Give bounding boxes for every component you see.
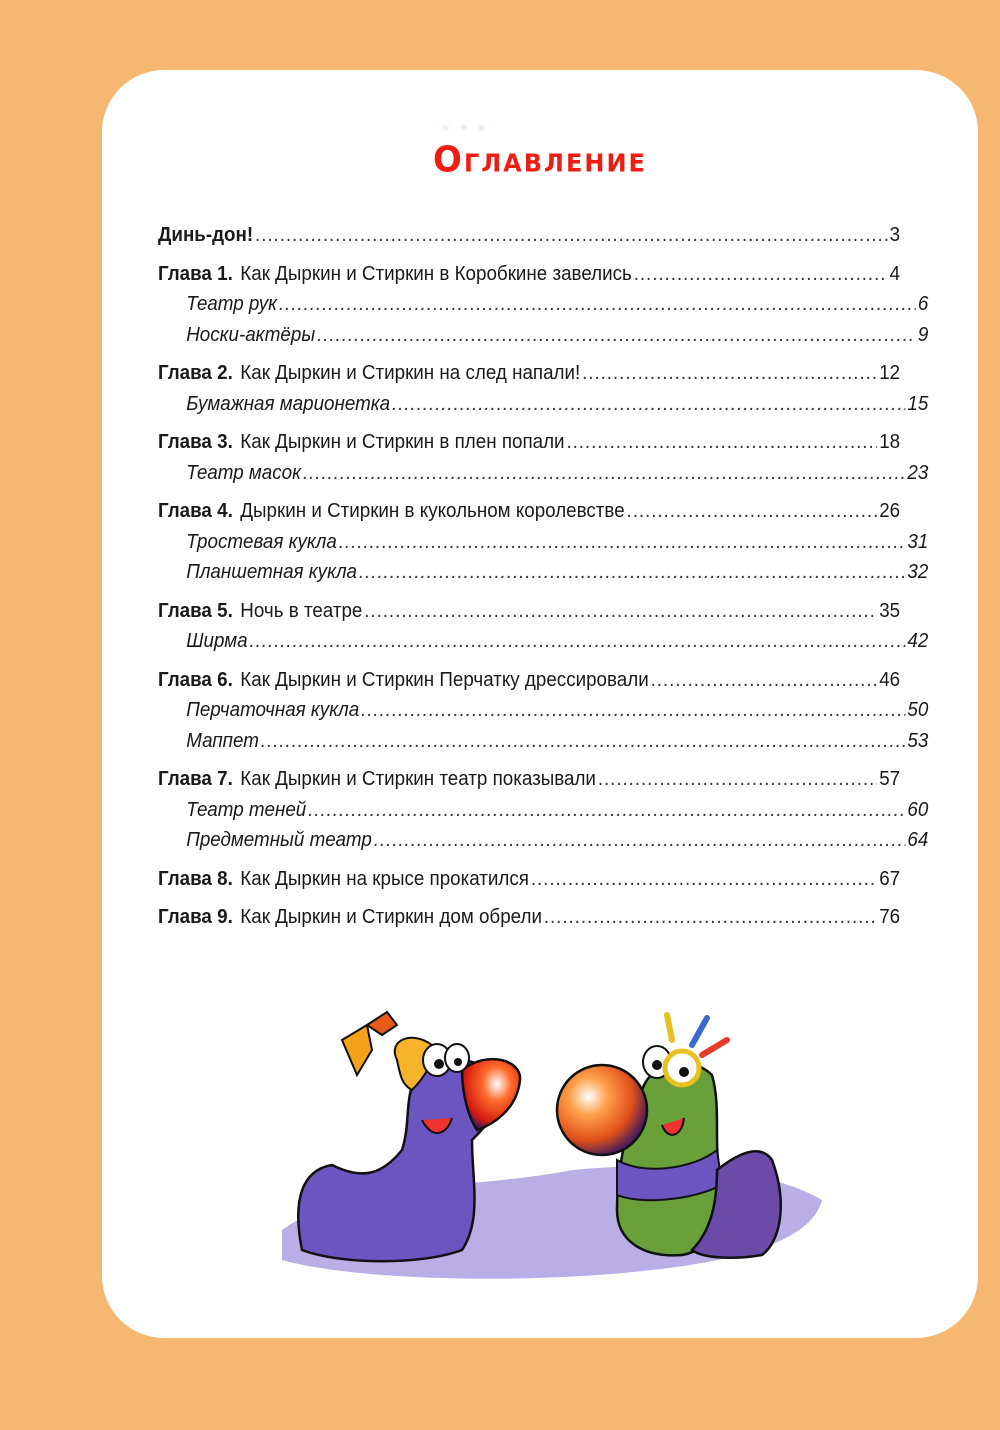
toc-page-number: 9 <box>917 323 929 346</box>
chapter-label: Глава 8. <box>158 867 233 890</box>
toc-entry-chapter[interactable] <box>158 764 900 795</box>
toc-page-number: 60 <box>907 798 929 821</box>
toc-page-number: 46 <box>879 668 901 691</box>
toc-entry-title: Тростевая кукла <box>186 530 337 553</box>
toc-entry-section[interactable] <box>158 626 928 657</box>
toc-page-number: 26 <box>879 500 901 522</box>
dot-leader <box>249 626 905 656</box>
toc-page-number: 15 <box>907 392 929 415</box>
toc-entry-title: Театр масок <box>186 461 301 484</box>
dot-leader <box>531 864 877 894</box>
sock-puppets-illustration <box>272 1000 832 1290</box>
toc-entry-title: Как Дыркин и Стиркин дом обрели <box>240 906 542 928</box>
toc-entry-chapter[interactable] <box>158 902 900 933</box>
chapter-label: Глава 4. <box>158 500 233 522</box>
toc-page-number: 76 <box>879 906 901 928</box>
toc-page-number: 64 <box>907 829 929 851</box>
toc-entry-section[interactable] <box>158 557 928 588</box>
chapter-label: Глава 1. <box>158 262 233 285</box>
dot-leader <box>364 596 877 626</box>
dot-leader <box>374 825 906 855</box>
toc-page-number: 12 <box>879 362 901 384</box>
chapter-label: Глава 5. <box>158 599 233 622</box>
chapter-label: Глава 6. <box>158 668 233 691</box>
toc-page-number: 42 <box>907 630 929 652</box>
dot-leader <box>339 527 906 557</box>
toc-entry-title: Предметный театр <box>186 829 372 851</box>
toc-page-number: 4 <box>889 262 901 285</box>
dot-leader <box>361 695 905 725</box>
toc-entry-title: Перчаточная кукла <box>186 699 360 721</box>
toc-entry-section[interactable] <box>158 389 928 420</box>
toc-entry-title: Ширма <box>186 630 248 652</box>
toc-entry-title: Динь-дон! <box>158 224 254 246</box>
toc-entry-chapter[interactable] <box>158 358 900 389</box>
toc-entry-chapter[interactable] <box>158 259 900 290</box>
toc-entry-chapter[interactable] <box>158 427 900 458</box>
dot-leader <box>566 427 877 457</box>
toc-page-number: 18 <box>879 431 901 453</box>
dot-leader <box>598 764 877 794</box>
toc-entry-title: Как Дыркин и Стиркин в плен попали <box>240 431 565 453</box>
dot-leader <box>544 902 877 932</box>
toc-entry-title: Как Дыркин и Стиркин театр показывали <box>240 768 596 790</box>
toc-page-number: 32 <box>907 561 929 583</box>
content-card <box>102 70 978 1338</box>
dot-leader <box>627 496 878 526</box>
toc-entry-title: Как Дыркин и Стиркин в Коробкине завелись <box>240 262 632 285</box>
toc-entry-title: Носки-актёры <box>186 323 316 346</box>
toc-page-number: 35 <box>879 599 901 622</box>
toc-entry-chapter[interactable] <box>158 496 900 527</box>
dot-leader <box>308 795 905 825</box>
toc-entry-section[interactable] <box>158 825 928 856</box>
toc-entry-chapter[interactable] <box>158 665 900 696</box>
background-watermark: • • • <box>442 115 488 140</box>
toc-entry-title: Как Дыркин и Стиркин Перчатку дрессировали <box>240 668 649 691</box>
dot-leader <box>359 557 906 587</box>
chapter-label: Глава 2. <box>158 362 233 384</box>
toc-page-number: 57 <box>879 768 901 790</box>
toc-entry-section[interactable] <box>158 726 928 757</box>
toc-entry-section[interactable] <box>158 289 928 320</box>
dot-leader <box>255 220 888 250</box>
toc-entry-title: Бумажная марионетка <box>186 392 391 415</box>
toc-entry-section[interactable] <box>158 795 928 826</box>
dot-leader <box>279 289 916 319</box>
toc-page-number: 67 <box>879 867 901 890</box>
dot-leader <box>582 358 877 388</box>
toc-entry-intro[interactable] <box>158 220 900 251</box>
toc-page-number: 23 <box>907 461 929 484</box>
page-title: Оглавление <box>433 139 647 181</box>
toc-entry-section[interactable] <box>158 695 928 726</box>
toc-page-number: 53 <box>907 729 929 752</box>
toc-entry-title: Как Дыркин на крысе прокатился <box>240 867 529 890</box>
toc-entry-title: Театр рук <box>186 293 277 315</box>
toc-entry-title: Планшетная кукла <box>186 561 358 583</box>
table-of-contents <box>158 220 929 933</box>
toc-entry-chapter[interactable] <box>158 864 900 895</box>
chapter-label: Глава 9. <box>158 906 233 928</box>
toc-entry-title: Ночь в театре <box>240 599 363 622</box>
toc-entry-section[interactable] <box>158 320 928 351</box>
toc-entry-chapter[interactable] <box>158 596 900 627</box>
dot-leader <box>392 389 906 419</box>
toc-entry-section[interactable] <box>158 527 928 558</box>
toc-entry-title: Как Дыркин и Стиркин на след напали! <box>240 362 581 384</box>
toc-page-number: 31 <box>907 530 929 553</box>
dot-leader <box>317 320 916 350</box>
toc-page-number: 3 <box>889 224 901 246</box>
dot-leader <box>261 726 906 756</box>
toc-page-number: 6 <box>917 293 929 315</box>
dot-leader <box>651 665 878 695</box>
toc-entry-title: Театр теней <box>186 798 307 821</box>
toc-entry-title: Маппет <box>186 729 259 752</box>
chapter-label: Глава 7. <box>158 768 233 790</box>
dot-leader <box>634 259 888 289</box>
toc-page-number: 50 <box>907 699 929 721</box>
dot-leader <box>303 458 906 488</box>
chapter-label: Глава 3. <box>158 431 233 453</box>
toc-entry-section[interactable] <box>158 458 928 489</box>
toc-entry-title: Дыркин и Стиркин в кукольном королевстве <box>240 500 625 522</box>
